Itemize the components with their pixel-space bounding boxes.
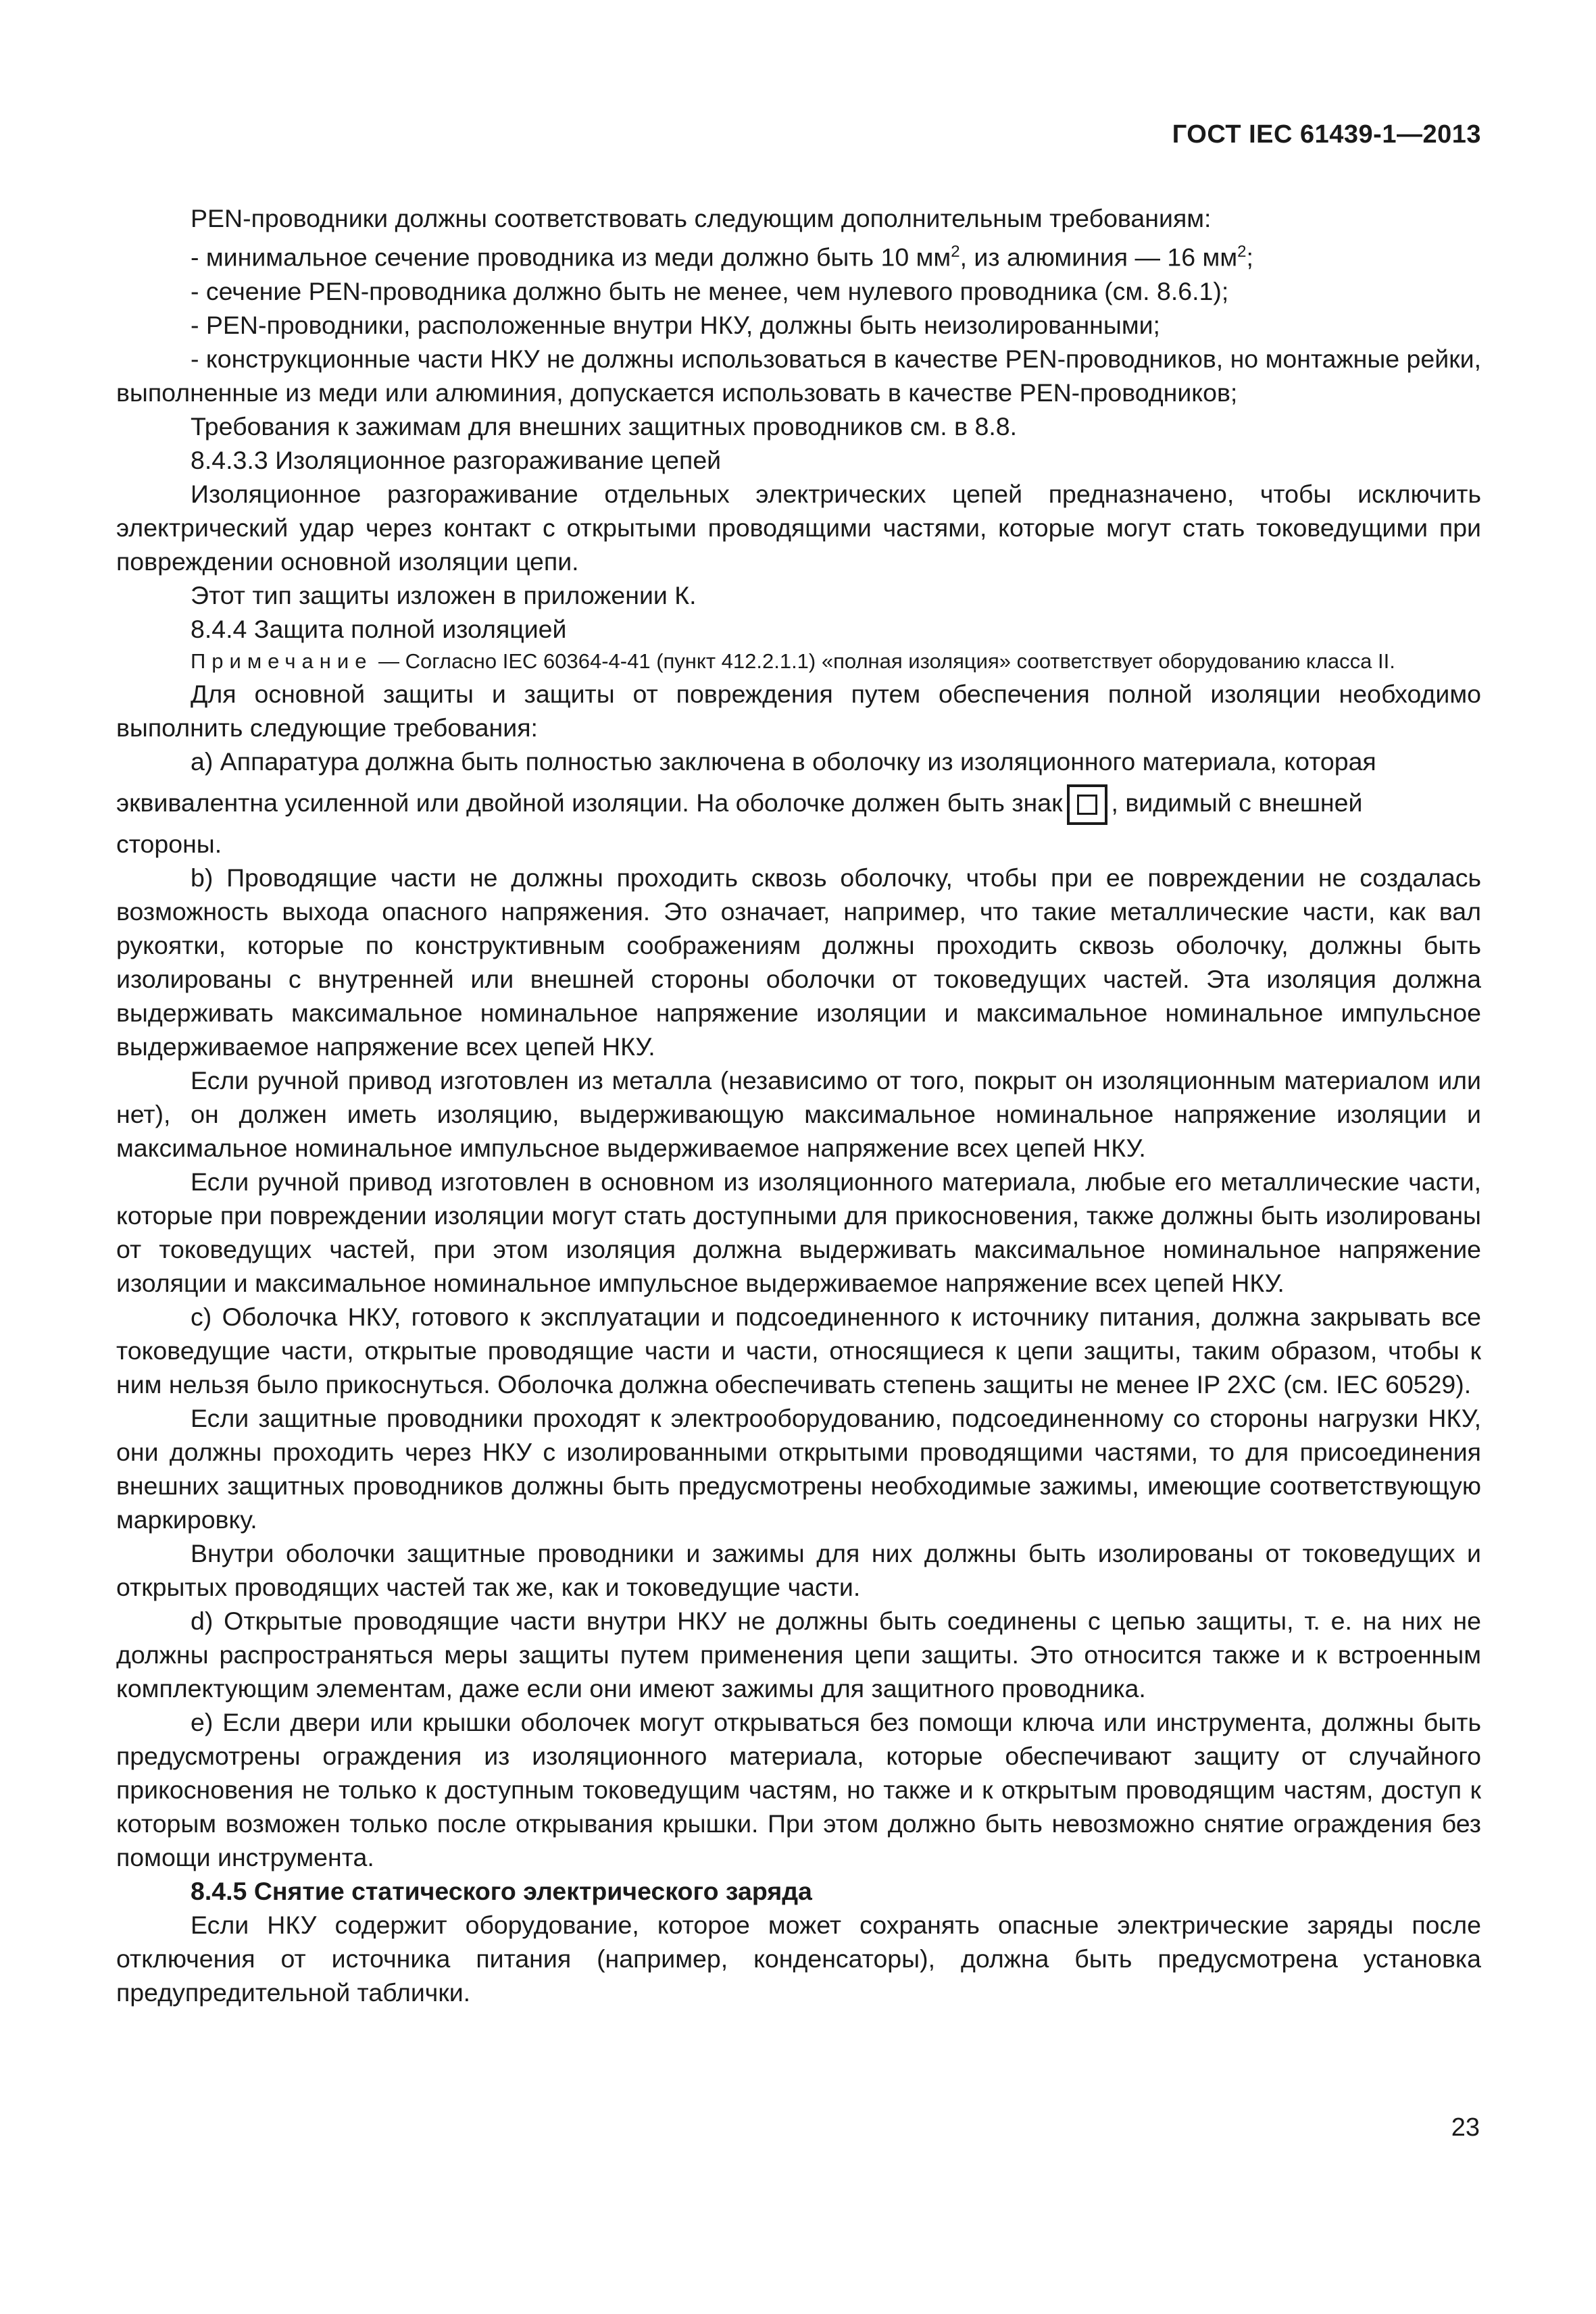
paragraph: b) Проводящие части не должны проходить сквозь оболочку, чтобы при ее повреждении не создалась возможность выхода опасного напряжения. Это означает, например, что такие металлические части, как вал рукоятки, которые по конструктивным соображениям должны проходить сквозь оболочку, должны быть изолированы с внутренней или внешней стороны оболочки от токоведущих частей. Эта изоляция должна выдерживать максимальное номинальное напряжение изоляции и максимальное номинальное импульсное выдерживаемое напряжение всех цепей НКУ.	[116, 863, 1481, 1061]
paragraph: a) Аппаратура должна быть полностью заключена в оболочку из изоляционного материала, которая	[191, 747, 1376, 776]
paragraph: Если ручной привод изготовлен из металла (независимо от того, покрыт он изоляционным материалом или нет), он должен иметь изоляцию, выдерживающую максимальное номинальное напряжение изоляции и максимальное номинальное импульсное выдерживаемое напряжение всех цепей НКУ.	[116, 1065, 1481, 1162]
superscript: 2	[1237, 243, 1247, 261]
paragraph: Если НКУ содержит оборудование, которое может сохранять опасные электрические заряды после отключения от источника питания (например, конденсаторы), должна быть предусмотрена установка предупредительной таблички.	[116, 1910, 1481, 2007]
section-heading: 8.4.5 Снятие статического электрического заряда	[191, 1876, 812, 1905]
paragraph: Изоляционное разгораживание отдельных электрических цепей предназначено, чтобы исключить электрический удар через контакт с открытыми проводящими частями, которые могут стать токоведущими при повреждении основной изоляции цепи.	[116, 479, 1481, 576]
paragraph: Если защитные проводники проходят к электрооборудованию, подсоединенному со стороны нагрузки НКУ, они должны проходить через НКУ с изолированными открытыми проводящими частями, то для присоединения внешних защитных проводников должны быть предусмотрены необходимые зажимы, имеющие соответствующую маркировку.	[116, 1403, 1481, 1534]
document-header: ГОСТ IEC 61439-1—2013	[1172, 120, 1481, 149]
paragraph: - сечение PEN-проводника должно быть не менее, чем нулевого проводника (см. 8.6.1);	[191, 276, 1229, 305]
note-text: — Согласно IEC 60364-4-41 (пункт 412.2.1.1) «полная изоляция» соответствует оборудованию класса II.	[372, 649, 1395, 673]
paragraph: - PEN-проводники, расположенные внутри НКУ, должны быть неизолированными;	[191, 310, 1160, 339]
document-body	[116, 201, 1481, 2009]
paragraph: - конструкционные части НКУ не должны использоваться в качестве PEN-проводников, но монтажные рейки, выполненные из меди или алюминия, допускается использовать в качестве PEN-проводников;	[116, 344, 1481, 407]
paragraph: Требования к зажимам для внешних защитных проводников см. в 8.8.	[191, 411, 1018, 441]
paragraph: Внутри оболочки защитные проводники и зажимы для них должны быть изолированы от токоведущих и открытых проводящих частей так же, как и токоведущие части.	[116, 1538, 1481, 1601]
paragraph: Для основной защиты и защиты от повреждения путем обеспечения полной изоляции необходимо выполнить следующие требования:	[116, 679, 1481, 742]
note-label: Примечание	[191, 649, 373, 673]
paragraph: стороны.	[116, 829, 222, 858]
note	[116, 646, 1481, 677]
section-heading: 8.4.4 Защита полной изоляцией	[191, 614, 567, 643]
section-heading: 8.4.3.3 Изоляционное разгораживание цепей	[191, 445, 722, 474]
double-insulation-symbol-icon	[1067, 784, 1107, 825]
paragraph: e) Если двери или крышки оболочек могут открываться без помощи ключа или инструмента, должны быть предусмотрены ограждения из изоляционного материала, которые обеспечивают защиту от случайного прикосновения не только к доступным токоведущим частям, но также и к открытым проводящим частям, доступ к которым возможен только после открывания крышки. При этом должно быть невозможно снятие ограждения без помощи инструмента.	[116, 1707, 1481, 1871]
paragraph: Если ручной привод изготовлен в основном из изоляционного материала, любые его металлические части, которые при повреждении изоляции могут стать доступными для прикосновения, также должны быть изолированы от токоведущих частей, при этом изоляция должна выдерживать максимальное номинальное напряжение изоляции и максимальное номинальное импульсное выдерживаемое напряжение всех цепей НКУ.	[116, 1167, 1481, 1297]
paragraph: d) Открытые проводящие части внутри НКУ не должны быть соединены с цепью защиты, т. е. на них не должны распространяться меры защиты путем применения цепи защиты. Это относится также и к встроенным комплектующим элементам, даже если они имеют зажимы для защитного проводника.	[116, 1606, 1481, 1703]
paragraph: Этот тип защиты изложен в приложении К.	[191, 580, 697, 609]
paragraph: c) Оболочка НКУ, готового к эксплуатации и подсоединенного к источнику питания, должна закрывать все токоведущие части, открытые проводящие части и части, относящиеся к цепи защиты, таким образом, чтобы к ним нельзя было прикоснуться. Оболочка должна обеспечивать степень защиты не менее IP 2XC (см. IEC 60529).	[116, 1302, 1481, 1399]
paragraph: PEN-проводники должны соответствовать следующим дополнительным требованиям:	[191, 204, 1212, 232]
page-number: 23	[1451, 2113, 1480, 2142]
superscript: 2	[951, 243, 960, 261]
paragraph-min-section: - минимальное сечение проводника из меди должно быть 10 $мм^2$, из алюминия — 16 $мм^2$;	[191, 243, 1253, 272]
paragraph-symbol-line: эквивалентна усиленной или двойной изоляции. На оболочке должен быть знак , видимый с внешней	[116, 778, 1481, 827]
